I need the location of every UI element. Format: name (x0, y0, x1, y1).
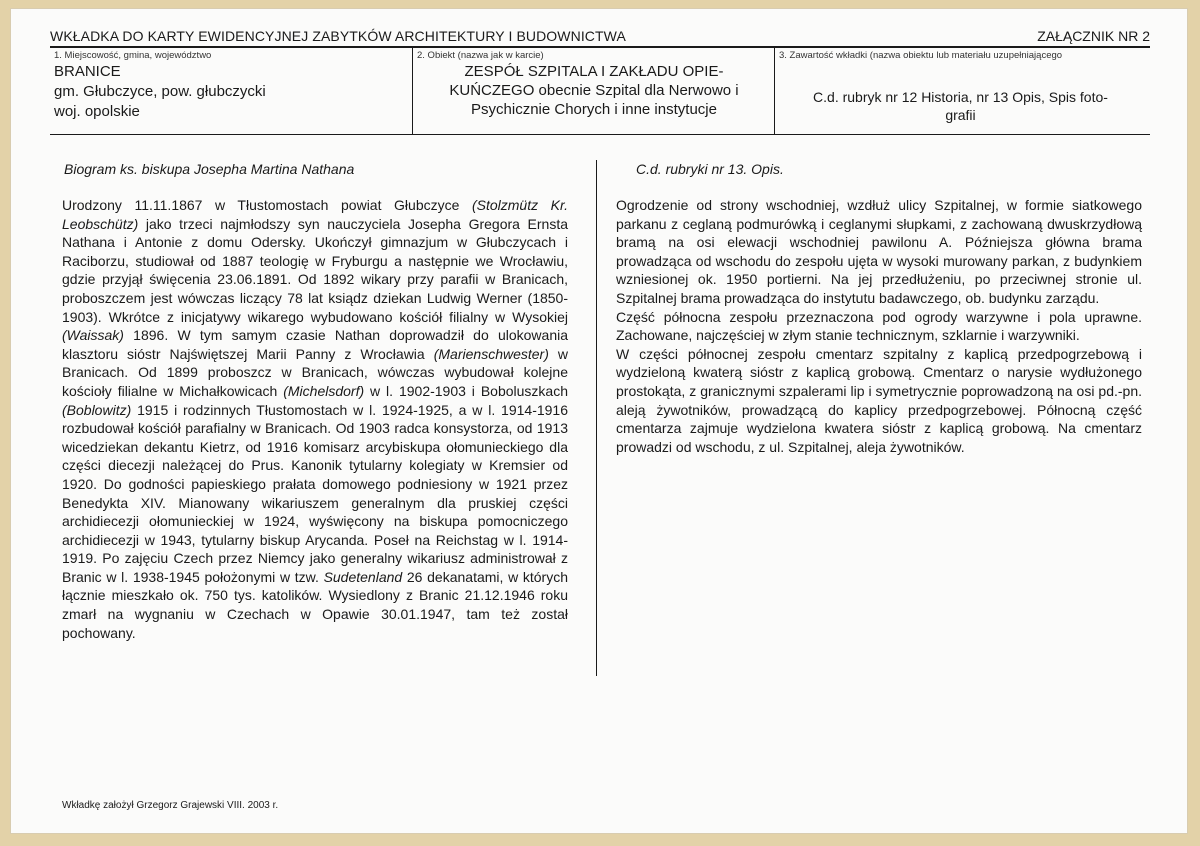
biography-segment: 1915 i rodzinnych Tłustomostach w l. 1924-1925, a w l. 1914-1916 rozbudował kościół parafialny w Branicach. Od 1903 radca konsystorza, od 1913 wicedziekan dekantu Kietrz, od 1916 komisarz arcybiskupa ołomunieckiego dla części diecezji należącej do Prus. Kanonik tytularny kolegiaty w Kremsier od 1920. Do godności papieskiego prałata domowego podniesiony w 1921 przez Benedykta XIV. Mianowany wikariuszem generalnym dla pruskiej części archidiecezji ołomunieckiej w 1924, wyświęcony na biskupa pomocniczego archidiecezji w 1943, tytularny biskup Arycanda. Poseł na Reichstag w l. 1914-1919. Po zajęciu Czech przez Niemcy jako generalny wikariusz administrował z Branic w l. 1938-1945 położonymi w tzw. (62, 401, 568, 585)
biography-italic-name: (Marienschwester) (433, 345, 549, 362)
info-boxes (50, 48, 1150, 135)
annex-label: ZAŁĄCZNIK NR 2 (1037, 28, 1150, 44)
biography-text (62, 196, 568, 642)
location-box (50, 48, 412, 134)
description-paragraph: Ogrodzenie od strony wschodniej, wzdłuż ulicy Szpitalnej, w formie siatkowego parkanu z ceglaną podmurówką i ceglanymi słupkami, z zachowaną dwuskrzydłową bramą na osi elewacji wschodniej pawilonu A. Późniejsza główna brama prowadząca od wschodu do zespołu ujęta w wysoki murowany parkan, z budynkiem wzniesionej ok. 1950 portierni. Na jej przedłużeniu, po przeciwnej stronie ul. Szpitalnej brama prowadząca do instytutu badawczego, ob. budynku zarządu. (616, 197, 1142, 306)
location-line: BRANICE (54, 63, 121, 80)
object-box-label: 2. Obiekt (nazwa jak w karcie) (417, 50, 544, 61)
location-box-label: 1. Miejscowość, gmina, województwo (54, 50, 212, 61)
biography-segment: jako trzeci najmłodszy syn nauczyciela Josepha Gregora Ernsta Nathana i Antonie z domu Odersky. Ukończył gimnazjum w Głubczycach i Raciborzu, studiował od 1887 teologię w Fryburgu a następnie we Wrocławiu, gdzie przyjął święcenia 23.06.1891. Od 1892 wikary przy parafii w Branicach, proboszczem jest wówczas liczący 78 lat ksiądz dziekan Ludwig Werner (1850-1903). Wkrótce z inicjatywy wikarego wybudowano kościół filialny w Wysokiej (62, 215, 568, 325)
document-header (50, 28, 1150, 48)
column-divider (596, 160, 597, 676)
description-column (616, 160, 1142, 456)
biography-italic-name: (Waissak) (62, 327, 124, 344)
object-line: KUŃCZEGO obecnie Szpital dla Nerwowo i (449, 82, 739, 99)
location-content (54, 62, 266, 122)
biography-segment: Urodzony 11.11.1867 w Tłustomostach powiat Głubczyce (62, 197, 472, 213)
location-line: woj. opolskie (54, 103, 140, 120)
description-paragraph: W części północnej zespołu cmentarz szpitalny z kaplicą przedpogrzebową i wydzieloną kwaterą sióstr z kaplicą grobową. Cmentarz o narysie wydłużonego prostokąta, z granicznymi szpalerami lip i symetrycznie poprowadzoną na osi pd.-pn. aleją żywotników, prowadzącą do kaplicy przedpogrzebowej. Północną część cmentarza zajmuje wydzielona kwatera sióstr z kaplicą grobową. Na cmentarz prowadzi od wschodu, z ul. Szpitalnej, aleja żywotników. (616, 345, 1142, 455)
biography-segment: w Branicach. Od 1899 proboszcz w Branicach, wówczas wybudował kolejne kościoły filialne w Michałkowicach (62, 345, 569, 399)
biography-heading: Biogram ks. biskupa Josepha Martina Nathana (64, 161, 355, 177)
description-paragraph: Część północna zespołu przeznaczona pod ogrody warzywne i pola uprawne. Zachowane, najczęściej w złym stanie technicznym, szklarnie i warzywniki. (616, 308, 1142, 344)
contents-line: grafii (945, 107, 976, 123)
description-heading: C.d. rubryki nr 13. Opis. (636, 161, 784, 177)
biography-italic-name: Sudetenland (323, 568, 403, 585)
footer-note: Wkładkę założył Grzegorz Grajewski VIII. 2003 r. (62, 800, 279, 811)
biography-segment: w l. 1902-1903 i Boboluszkach (364, 382, 568, 399)
object-box (412, 48, 775, 134)
biography-column (62, 160, 568, 642)
biography-segment: 1896. W tym samym czasie Nathan doprowadził do ulokowania klasztoru sióstr Najświętszej Marii Panny z Wrocławia (62, 327, 568, 362)
biography-segment: 26 dekanatami, w których łącznie mieszkało ok. 750 tys. katolików. Wysiedlony z Branic 21.12.1946 roku zmarł na wygnaniu w Czechach w Opawie 30.01.1947, tam też został pochowany. (62, 568, 569, 641)
object-line: Psychicznie Chorych i inne instytucje (471, 101, 717, 118)
object-line: ZESPÓŁ SZPITALA I ZAKŁADU OPIE- (464, 63, 724, 80)
object-content (419, 62, 769, 119)
document-title: WKŁADKA DO KARTY EWIDENCYJNEJ ZABYTKÓW ARCHITEKTURY I BUDOWNICTWA (50, 28, 626, 44)
contents-box-label: 3. Zawartość wkładki (nazwa obiektu lub materiału uzupełniającego (779, 50, 1063, 61)
location-line: gm. Głubczyce, pow. głubczycki (54, 83, 266, 100)
biography-italic-name: (Stolzmütz Kr. Leobschütz) (62, 197, 568, 232)
contents-line: C.d. rubryk nr 12 Historia, nr 13 Opis, Spis foto- (813, 89, 1108, 105)
contents-box (774, 48, 1150, 134)
biography-italic-name: (Boblowitz) (62, 401, 132, 418)
biography-italic-name: (Michelsdorf) (283, 382, 365, 399)
contents-content (781, 88, 1140, 124)
